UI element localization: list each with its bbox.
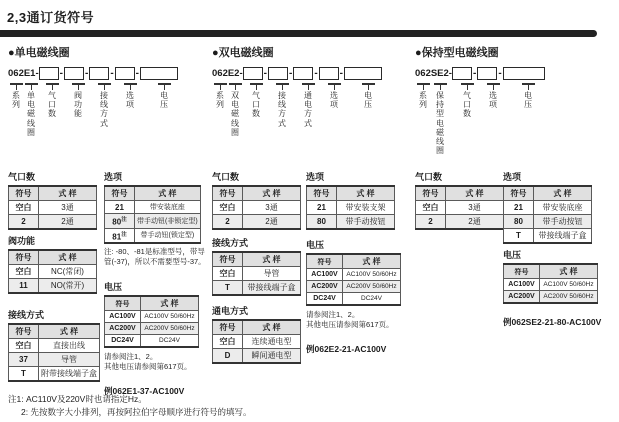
leader-tick [362, 83, 375, 90]
model-box-ports [452, 67, 472, 80]
leader-tick [10, 83, 23, 90]
col-header-code: 符号 [9, 324, 39, 339]
note-superscript: 注 [121, 231, 127, 238]
cell-code: AC200V [504, 291, 540, 303]
cell-code: T [504, 229, 534, 244]
cell-code: 80 [504, 215, 534, 229]
model-box-voltage [503, 67, 545, 80]
table-block-function [8, 234, 97, 294]
table-title: 接线方式 [8, 310, 45, 320]
dash-separator: - [288, 68, 293, 79]
model-box-ports [39, 67, 59, 80]
field-label-coil-type: 双电磁线圈 [229, 83, 242, 137]
dash-separator: - [110, 68, 114, 79]
table-block-ports [8, 170, 97, 230]
table-row [105, 311, 199, 323]
dash-separator: - [84, 68, 89, 79]
cell-style: 带接线端子盒 [534, 229, 592, 244]
cell-code: 空白 [213, 267, 243, 281]
table-title: 气口数 [8, 172, 36, 182]
col-header-code: 符号 [307, 254, 343, 269]
voltage-note: 请参阅注1、2。 其他电压请参阅第617页。 [104, 351, 192, 372]
cell-code: 21 [105, 201, 135, 214]
cell-code: AC100V [307, 269, 343, 281]
table-row [307, 293, 401, 305]
cell-code: 空白 [213, 201, 243, 215]
col-header-code: 符号 [416, 186, 446, 201]
leader-tick [434, 83, 447, 90]
cell-style: 直接出线 [39, 339, 100, 353]
table-title: 通电方式 [212, 306, 249, 316]
col-header-code: 符号 [213, 186, 243, 201]
ports-table [415, 185, 504, 230]
table-block-ports [212, 170, 301, 230]
leader-tick [328, 83, 341, 90]
dash-separator: - [263, 68, 267, 79]
diagram-labels-single [8, 83, 210, 168]
model-box-voltage [140, 67, 178, 80]
cell-style: DC24V [141, 335, 199, 347]
model-box-wiring [268, 67, 288, 80]
cell-code: 37 [9, 353, 39, 367]
table-row [9, 339, 100, 353]
table-title: 电压 [306, 240, 325, 250]
field-label-wiring: 接线方式 [276, 83, 289, 128]
cell-style: 带安装底座 [135, 201, 201, 214]
voltage-table [503, 263, 598, 304]
order-example: 例062SE2-21-80-AC100V [503, 316, 602, 327]
table-row [105, 335, 199, 347]
table-row [504, 291, 598, 303]
cell-style: 带手动钮(非锁定型) [135, 214, 201, 229]
table-row [9, 367, 100, 382]
table-title: 阀功能 [8, 236, 36, 246]
cell-style: 带手动按钮 [534, 215, 592, 229]
leader-tick [276, 83, 289, 90]
cell-style: NO(常开) [39, 279, 97, 294]
col-header-style: 式 样 [39, 186, 97, 201]
col-header-code: 符号 [307, 186, 337, 201]
table-row [9, 201, 97, 215]
field-label-series: 系列 [10, 83, 23, 109]
cell-code: 空白 [213, 335, 243, 349]
section-latching-solenoid [415, 44, 615, 327]
cell-code: 11 [9, 279, 39, 294]
table-row [9, 353, 100, 367]
table-row [504, 229, 592, 244]
col-header-code: 符号 [105, 186, 135, 201]
cell-style: NC(常闭) [39, 265, 97, 279]
cell-code: 空白 [9, 339, 39, 353]
cell-code: DC24V [105, 335, 141, 347]
cell-style: 附带接线端子盒 [39, 367, 100, 382]
table-block-voltage [306, 238, 401, 355]
cell-code: T [213, 281, 243, 296]
col-header-code: 符号 [504, 264, 540, 279]
cell-code: AC100V [504, 279, 540, 291]
options-table [104, 185, 201, 244]
field-label-coil-type: 保持型电磁线圈 [434, 83, 447, 155]
function-table [8, 249, 97, 294]
table-title: 选项 [503, 172, 522, 182]
cell-code: 80$^注$ [105, 214, 135, 229]
table-block-options [503, 170, 592, 244]
section-double-solenoid [212, 44, 412, 360]
field-label-ports: 气口数 [250, 83, 263, 119]
col-header-style: 式 样 [39, 250, 97, 265]
col-header-code: 符号 [9, 250, 39, 265]
voltage-note: 请参阅注1、2。 其他电压请参阅第617页。 [306, 309, 394, 330]
dash-separator: - [59, 68, 63, 79]
col-header-style: 式 样 [243, 186, 301, 201]
model-box-ports [243, 67, 263, 80]
cell-code: 81$^注$ [105, 228, 135, 243]
field-label-option: 选项 [487, 83, 500, 109]
field-label-option: 选项 [124, 83, 137, 109]
table-title: 选项 [104, 172, 123, 182]
leader-tick [229, 83, 242, 90]
field-label-wiring: 接线方式 [98, 83, 111, 128]
table-row [105, 228, 201, 243]
cell-code: DC24V [307, 293, 343, 305]
table-block-options [104, 170, 206, 268]
model-box-option [319, 67, 339, 80]
table-row [9, 279, 97, 294]
col-header-style: 式 样 [243, 252, 301, 267]
cell-style: AC100V 50/60Hz [141, 311, 199, 323]
dash-separator: - [314, 68, 318, 79]
table-row [105, 201, 201, 214]
table-row [105, 214, 201, 229]
section-heading-single: ●单电磁线圈 [8, 47, 70, 59]
field-label-function: 阀功能 [72, 83, 85, 119]
table-title: 电压 [503, 250, 522, 260]
cell-style: AC100V 50/60Hz [343, 269, 401, 281]
model-box-option [115, 67, 135, 80]
table-row [213, 335, 301, 349]
table-title: 气口数 [415, 172, 443, 182]
leader-tick [302, 83, 315, 90]
cell-style: 导管 [243, 267, 301, 281]
cell-style: 带安装支架 [337, 201, 395, 215]
dash-separator: - [135, 68, 140, 79]
leader-tick [46, 83, 59, 90]
wiring-table [212, 251, 301, 296]
col-header-code: 符号 [9, 186, 39, 201]
col-header-code: 符号 [504, 186, 534, 201]
leader-tick [522, 83, 535, 90]
model-prefix: 062SE2- [415, 68, 452, 79]
table-row [213, 215, 301, 230]
table-row [213, 281, 301, 296]
cell-style: 2通 [243, 215, 301, 230]
model-number-diagram-single [8, 66, 210, 81]
leader-tick [25, 83, 38, 90]
voltage-table [306, 253, 401, 306]
cell-style: 带接线端子盒 [243, 281, 301, 296]
cell-style: 3通 [243, 201, 301, 215]
field-label-voltage: 电压 [158, 83, 171, 109]
cell-style: AC200V 50/60Hz [343, 281, 401, 293]
col-header-style: 式 样 [343, 254, 401, 269]
leader-tick [417, 83, 430, 90]
page-title: 2,3通订货符号 [7, 10, 95, 25]
table-block-wiring [212, 236, 301, 296]
dash-separator: - [339, 68, 344, 79]
leader-tick [98, 83, 111, 90]
cell-style: 2通 [446, 215, 504, 230]
cell-style: 带安装底座 [534, 201, 592, 215]
model-prefix: 062E2- [212, 68, 243, 79]
footnote-1: 注1: AC110V及220V时也请指定Hz。 [8, 394, 147, 404]
model-box-wiring [89, 67, 109, 80]
section-heading-latching: ●保持型电磁线圈 [415, 47, 499, 59]
cell-style: 瞬间通电型 [243, 349, 301, 364]
cell-style: 导管 [39, 353, 100, 367]
table-row [307, 281, 401, 293]
options-note: 注: -80、-81是标准型号，带导管(-37)，所以不需要型号-37。 [104, 247, 206, 267]
model-prefix: 062E1- [8, 68, 39, 79]
model-box-energize [293, 67, 313, 80]
table-row [307, 215, 395, 230]
col-header-code: 符号 [213, 252, 243, 267]
order-example: 例062E1-37-AC100V [104, 386, 185, 397]
field-label-voltage: 电压 [522, 83, 535, 109]
col-header-style: 式 样 [135, 186, 201, 201]
col-header-style: 式 样 [243, 320, 301, 335]
table-row [213, 267, 301, 281]
cell-code: 空白 [9, 201, 39, 215]
leader-tick [124, 83, 137, 90]
cell-style: DC24V [343, 293, 401, 305]
col-header-code: 符号 [213, 320, 243, 335]
options-table [503, 185, 592, 244]
model-box-voltage [344, 67, 382, 80]
cell-code: 空白 [9, 265, 39, 279]
table-block-energize [212, 304, 301, 364]
diagram-labels-double [212, 83, 412, 168]
table-row [416, 201, 504, 215]
table-row [416, 215, 504, 230]
table-block-ports [415, 170, 504, 230]
field-label-energize: 通电方式 [302, 83, 315, 128]
model-box-option [477, 67, 497, 80]
table-row [504, 279, 598, 291]
leader-tick [461, 83, 474, 90]
col-header-style: 式 样 [39, 324, 100, 339]
table-block-wiring [8, 308, 100, 382]
note-superscript: 注 [121, 217, 127, 223]
col-header-style: 式 样 [337, 186, 395, 201]
cell-code: AC200V [105, 323, 141, 335]
table-row [213, 349, 301, 364]
col-header-style: 式 样 [446, 186, 504, 201]
table-title: 气口数 [212, 172, 240, 182]
table-title: 电压 [104, 282, 123, 292]
dash-separator: - [472, 68, 477, 79]
table-row [213, 201, 301, 215]
table-row [9, 265, 97, 279]
page-footnotes [8, 393, 251, 419]
model-number-diagram-latching [415, 66, 615, 81]
section-heading-double: ●双电磁线圈 [212, 47, 274, 59]
cell-style: 3通 [446, 201, 504, 215]
ports-table [8, 185, 97, 230]
field-label-option: 选项 [328, 83, 341, 109]
leader-tick [250, 83, 263, 90]
diagram-labels-latching [415, 83, 615, 168]
table-title: 接线方式 [212, 238, 249, 248]
cell-code: D [213, 349, 243, 364]
field-label-coil-type: 单电磁线圈 [25, 83, 38, 137]
section-single-solenoid [8, 44, 210, 397]
cell-code: AC100V [105, 311, 141, 323]
field-label-voltage: 电压 [362, 83, 375, 109]
field-label-series: 系列 [214, 83, 227, 109]
cell-code: AC200V [307, 281, 343, 293]
table-row [307, 269, 401, 281]
cell-style: 带手动钮(锁定型) [135, 228, 201, 243]
table-block-options [306, 170, 395, 230]
footnote-2: 2: 先按数字大小排列，再按阿拉伯字母顺序进行符号的填写。 [21, 407, 252, 418]
leader-tick [72, 83, 85, 90]
leader-tick [487, 83, 500, 90]
table-block-voltage [503, 248, 601, 328]
table-row [9, 215, 97, 230]
cell-code: 80 [307, 215, 337, 230]
col-header-code: 符号 [105, 296, 141, 311]
col-header-style: 式 样 [141, 296, 199, 311]
col-header-style: 式 样 [534, 186, 592, 201]
field-label-ports: 气口数 [46, 83, 59, 119]
table-row [504, 215, 592, 229]
ports-table [212, 185, 301, 230]
voltage-table [104, 295, 199, 348]
title-divider-bar [0, 30, 597, 37]
cell-style: 连续通电型 [243, 335, 301, 349]
col-header-style: 式 样 [540, 264, 598, 279]
table-row [307, 201, 395, 215]
cell-code: 21 [307, 201, 337, 215]
cell-code: 2 [416, 215, 446, 230]
cell-code: 空白 [416, 201, 446, 215]
model-box-function [64, 67, 84, 80]
options-table [306, 185, 395, 230]
energize-table [212, 319, 301, 364]
cell-code: T [9, 367, 39, 382]
table-row [504, 201, 592, 215]
cell-code: 2 [213, 215, 243, 230]
model-number-diagram-double [212, 66, 412, 81]
leader-tick [158, 83, 171, 90]
cell-style: 2通 [39, 215, 97, 230]
order-example: 例062E2-21-AC100V [306, 344, 387, 355]
cell-code: 2 [9, 215, 39, 230]
wiring-table [8, 323, 100, 382]
cell-style: 带手动按钮 [337, 215, 395, 230]
cell-style: AC200V 50/60Hz [141, 323, 199, 335]
field-label-series: 系列 [417, 83, 430, 109]
cell-style: AC100V 50/60Hz [540, 279, 598, 291]
table-title: 选项 [306, 172, 325, 182]
dash-separator: - [498, 68, 502, 79]
field-label-ports: 气口数 [461, 83, 474, 119]
cell-style: 3通 [39, 201, 97, 215]
cell-style: AC200V 50/60Hz [540, 291, 598, 303]
table-row [105, 323, 199, 335]
table-block-voltage [104, 280, 199, 397]
leader-tick [214, 83, 227, 90]
cell-code: 21 [504, 201, 534, 215]
